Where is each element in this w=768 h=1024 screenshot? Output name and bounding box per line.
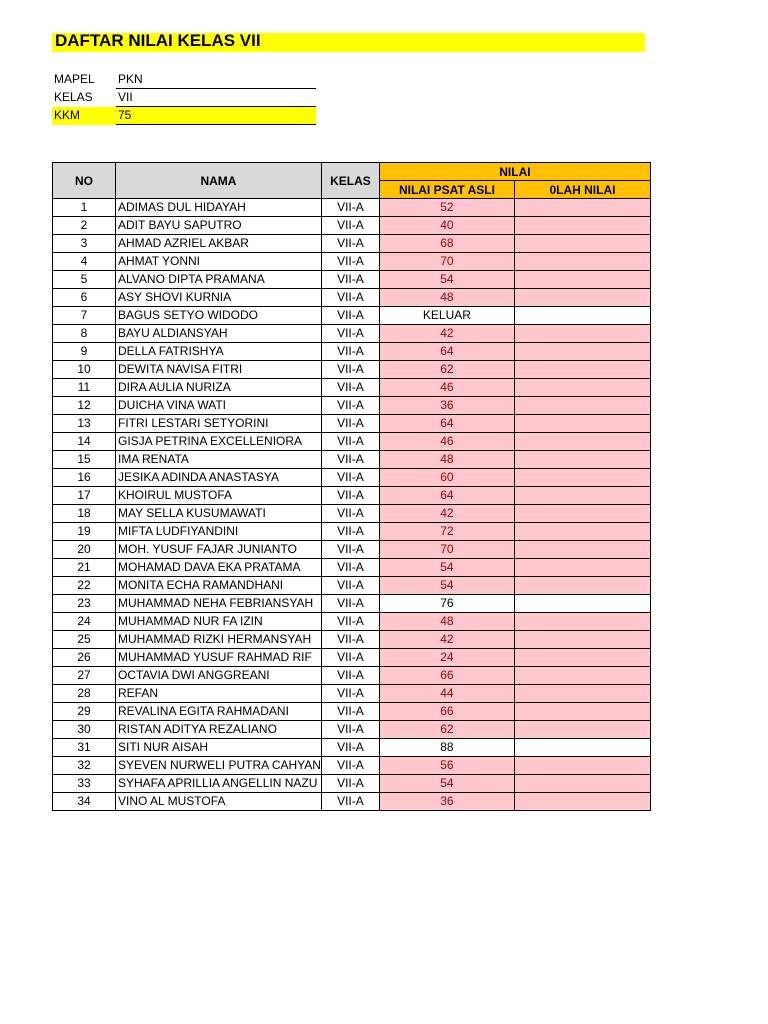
score-processed — [514, 325, 650, 343]
student-name: SITI NUR AISAH — [116, 739, 322, 757]
row-number: 18 — [53, 505, 116, 523]
score-original: 44 — [379, 685, 514, 703]
student-class: VII-A — [321, 307, 379, 325]
student-name: REVALINA EGITA RAHMADANI — [116, 703, 322, 721]
table-row — [53, 793, 651, 811]
student-name: DEWITA NAVISA FITRI — [116, 361, 322, 379]
table-row — [53, 505, 651, 523]
score-processed — [514, 235, 650, 253]
score-processed — [514, 433, 650, 451]
row-number: 33 — [53, 775, 116, 793]
table-row — [53, 523, 651, 541]
table-row — [53, 271, 651, 289]
student-class: VII-A — [321, 541, 379, 559]
student-name: ADIMAS DUL HIDAYAH — [116, 199, 322, 217]
student-name: RISTAN ADITYA REZALIANO — [116, 721, 322, 739]
score-original: KELUAR — [379, 307, 514, 325]
student-class: VII-A — [321, 343, 379, 361]
score-original: 42 — [379, 325, 514, 343]
score-processed — [514, 757, 650, 775]
row-number: 15 — [53, 451, 116, 469]
header-nama: NAMA — [116, 163, 322, 199]
header-olah-nilai: 0LAH NILAI — [514, 181, 650, 199]
info-label: KKM — [52, 107, 116, 125]
table-row — [53, 451, 651, 469]
student-class: VII-A — [321, 487, 379, 505]
header-nilai: NILAI — [379, 163, 650, 181]
student-class: VII-A — [321, 739, 379, 757]
score-processed — [514, 415, 650, 433]
row-number: 34 — [53, 793, 116, 811]
info-value: VII — [116, 89, 316, 107]
table-row — [53, 415, 651, 433]
score-original: 46 — [379, 433, 514, 451]
row-number: 32 — [53, 757, 116, 775]
student-class: VII-A — [321, 595, 379, 613]
score-original: 68 — [379, 235, 514, 253]
score-processed — [514, 667, 650, 685]
row-number: 7 — [53, 307, 116, 325]
row-number: 27 — [53, 667, 116, 685]
row-number: 1 — [53, 199, 116, 217]
student-name: ADIT BAYU SAPUTRO — [116, 217, 322, 235]
row-number: 20 — [53, 541, 116, 559]
student-class: VII-A — [321, 271, 379, 289]
score-processed — [514, 631, 650, 649]
table-row — [53, 199, 651, 217]
score-original: 56 — [379, 757, 514, 775]
student-name: ALVANO DIPTA PRAMANA — [116, 271, 322, 289]
row-number: 19 — [53, 523, 116, 541]
student-name: MUHAMMAD YUSUF RAHMAD RIF — [116, 649, 322, 667]
student-name: IMA RENATA — [116, 451, 322, 469]
student-class: VII-A — [321, 685, 379, 703]
student-class: VII-A — [321, 199, 379, 217]
header-nilai-asli: NILAI PSAT ASLI — [379, 181, 514, 199]
table-row — [53, 469, 651, 487]
student-class: VII-A — [321, 415, 379, 433]
score-processed — [514, 487, 650, 505]
score-original: 54 — [379, 577, 514, 595]
score-original: 48 — [379, 289, 514, 307]
score-original: 64 — [379, 415, 514, 433]
row-number: 10 — [53, 361, 116, 379]
table-row — [53, 253, 651, 271]
score-processed — [514, 397, 650, 415]
student-name: MAY SELLA KUSUMAWATI — [116, 505, 322, 523]
student-class: VII-A — [321, 217, 379, 235]
student-class: VII-A — [321, 253, 379, 271]
table-row — [53, 577, 651, 595]
row-number: 14 — [53, 433, 116, 451]
score-processed — [514, 469, 650, 487]
student-name: MIFTA LUDFIYANDINI — [116, 523, 322, 541]
table-row — [53, 595, 651, 613]
row-number: 25 — [53, 631, 116, 649]
table-row — [53, 433, 651, 451]
info-table — [52, 71, 316, 125]
score-processed — [514, 379, 650, 397]
score-processed — [514, 289, 650, 307]
student-class: VII-A — [321, 577, 379, 595]
row-number: 23 — [53, 595, 116, 613]
student-class: VII-A — [321, 667, 379, 685]
page-title: DAFTAR NILAI KELAS VII — [55, 31, 261, 50]
table-row — [53, 289, 651, 307]
student-name: SYHAFA APRILLIA ANGELLIN NAZU — [116, 775, 322, 793]
score-processed — [514, 685, 650, 703]
row-number: 9 — [53, 343, 116, 361]
row-number: 5 — [53, 271, 116, 289]
score-original: 88 — [379, 739, 514, 757]
table-row — [53, 757, 651, 775]
row-number: 2 — [53, 217, 116, 235]
row-number: 3 — [53, 235, 116, 253]
student-name: BAGUS SETYO WIDODO — [116, 307, 322, 325]
student-name: MOH. YUSUF FAJAR JUNIANTO — [116, 541, 322, 559]
score-processed — [514, 271, 650, 289]
student-name: MONITA ECHA RAMANDHANI — [116, 577, 322, 595]
table-row — [53, 559, 651, 577]
score-processed — [514, 253, 650, 271]
score-original: 52 — [379, 199, 514, 217]
score-processed — [514, 199, 650, 217]
score-original: 64 — [379, 343, 514, 361]
score-original: 42 — [379, 505, 514, 523]
row-number: 22 — [53, 577, 116, 595]
table-row — [53, 703, 651, 721]
score-processed — [514, 775, 650, 793]
table-row — [53, 325, 651, 343]
score-original: 36 — [379, 397, 514, 415]
student-class: VII-A — [321, 361, 379, 379]
row-number: 30 — [53, 721, 116, 739]
score-processed — [514, 523, 650, 541]
student-class: VII-A — [321, 397, 379, 415]
student-name: REFAN — [116, 685, 322, 703]
score-original: 62 — [379, 721, 514, 739]
student-name: MUHAMMAD RIZKI HERMANSYAH — [116, 631, 322, 649]
student-name: MUHAMMAD NEHA FEBRIANSYAH — [116, 595, 322, 613]
score-original: 54 — [379, 559, 514, 577]
score-original: 48 — [379, 613, 514, 631]
student-class: VII-A — [321, 703, 379, 721]
student-class: VII-A — [321, 505, 379, 523]
score-processed — [514, 217, 650, 235]
student-name: DUICHA VINA WATI — [116, 397, 322, 415]
score-processed — [514, 451, 650, 469]
table-row — [53, 721, 651, 739]
student-name: MOHAMAD DAVA EKA PRATAMA — [116, 559, 322, 577]
table-row — [53, 649, 651, 667]
row-number: 16 — [53, 469, 116, 487]
score-original: 42 — [379, 631, 514, 649]
info-value: PKN — [116, 71, 316, 89]
table-row — [53, 307, 651, 325]
student-name: DIRA AULIA NURIZA — [116, 379, 322, 397]
row-number: 26 — [53, 649, 116, 667]
score-original: 64 — [379, 487, 514, 505]
student-class: VII-A — [321, 289, 379, 307]
score-original: 54 — [379, 271, 514, 289]
student-name: BAYU ALDIANSYAH — [116, 325, 322, 343]
student-class: VII-A — [321, 721, 379, 739]
table-row — [53, 487, 651, 505]
score-processed — [514, 739, 650, 757]
student-name: ASY SHOVI KURNIA — [116, 289, 322, 307]
row-number: 11 — [53, 379, 116, 397]
student-class: VII-A — [321, 559, 379, 577]
student-class: VII-A — [321, 757, 379, 775]
student-name: GISJA PETRINA EXCELLENIORA — [116, 433, 322, 451]
table-row — [53, 541, 651, 559]
table-row — [53, 217, 651, 235]
score-original: 66 — [379, 703, 514, 721]
table-row — [53, 343, 651, 361]
score-original: 36 — [379, 793, 514, 811]
student-class: VII-A — [321, 433, 379, 451]
table-row — [53, 739, 651, 757]
row-number: 28 — [53, 685, 116, 703]
row-number: 13 — [53, 415, 116, 433]
score-processed — [514, 343, 650, 361]
student-class: VII-A — [321, 631, 379, 649]
score-original: 70 — [379, 253, 514, 271]
row-number: 29 — [53, 703, 116, 721]
student-name: AHMAT YONNI — [116, 253, 322, 271]
score-processed — [514, 703, 650, 721]
score-original: 24 — [379, 649, 514, 667]
grades-table — [52, 162, 651, 811]
score-processed — [514, 577, 650, 595]
score-processed — [514, 649, 650, 667]
row-number: 31 — [53, 739, 116, 757]
score-processed — [514, 505, 650, 523]
header-kelas: KELAS — [321, 163, 379, 199]
student-name: DELLA FATRISHYA — [116, 343, 322, 361]
score-original: 62 — [379, 361, 514, 379]
student-class: VII-A — [321, 235, 379, 253]
score-original: 46 — [379, 379, 514, 397]
student-class: VII-A — [321, 451, 379, 469]
score-processed — [514, 595, 650, 613]
student-name: MUHAMMAD NUR FA IZIN — [116, 613, 322, 631]
student-name: JESIKA ADINDA ANASTASYA — [116, 469, 322, 487]
header-no: NO — [53, 163, 116, 199]
student-class: VII-A — [321, 523, 379, 541]
row-number: 4 — [53, 253, 116, 271]
student-name: SYEVEN NURWELI PUTRA CAHYAN — [116, 757, 322, 775]
student-class: VII-A — [321, 613, 379, 631]
row-number: 12 — [53, 397, 116, 415]
row-number: 6 — [53, 289, 116, 307]
score-processed — [514, 793, 650, 811]
table-row — [53, 397, 651, 415]
row-number: 24 — [53, 613, 116, 631]
info-label: MAPEL — [54, 72, 95, 87]
score-processed — [514, 721, 650, 739]
student-name: AHMAD AZRIEL AKBAR — [116, 235, 322, 253]
student-name: FITRI LESTARI SETYORINI — [116, 415, 322, 433]
score-original: 76 — [379, 595, 514, 613]
info-row-kelas — [52, 89, 316, 107]
table-row — [53, 379, 651, 397]
score-original: 48 — [379, 451, 514, 469]
student-name: KHOIRUL MUSTOFA — [116, 487, 322, 505]
score-original: 54 — [379, 775, 514, 793]
table-row — [53, 667, 651, 685]
score-processed — [514, 559, 650, 577]
info-label: KELAS — [54, 90, 93, 104]
score-original: 40 — [379, 217, 514, 235]
score-original: 72 — [379, 523, 514, 541]
score-original: 66 — [379, 667, 514, 685]
student-class: VII-A — [321, 775, 379, 793]
row-number: 17 — [53, 487, 116, 505]
table-row — [53, 361, 651, 379]
student-class: VII-A — [321, 469, 379, 487]
student-name: OCTAVIA DWI ANGGREANI — [116, 667, 322, 685]
student-class: VII-A — [321, 649, 379, 667]
info-row-kkm — [52, 107, 316, 125]
student-class: VII-A — [321, 325, 379, 343]
score-processed — [514, 307, 650, 325]
info-row-mapel — [52, 71, 316, 89]
score-original: 70 — [379, 541, 514, 559]
score-original: 60 — [379, 469, 514, 487]
score-processed — [514, 361, 650, 379]
score-processed — [514, 613, 650, 631]
row-number: 21 — [53, 559, 116, 577]
grades-body — [53, 199, 651, 811]
info-value: 75 — [116, 107, 316, 125]
score-processed — [514, 541, 650, 559]
row-number: 8 — [53, 325, 116, 343]
table-row — [53, 235, 651, 253]
table-row — [53, 631, 651, 649]
table-row — [53, 613, 651, 631]
student-name: VINO AL MUSTOFA — [116, 793, 322, 811]
table-row — [53, 775, 651, 793]
student-class: VII-A — [321, 793, 379, 811]
student-class: VII-A — [321, 379, 379, 397]
table-row — [53, 685, 651, 703]
